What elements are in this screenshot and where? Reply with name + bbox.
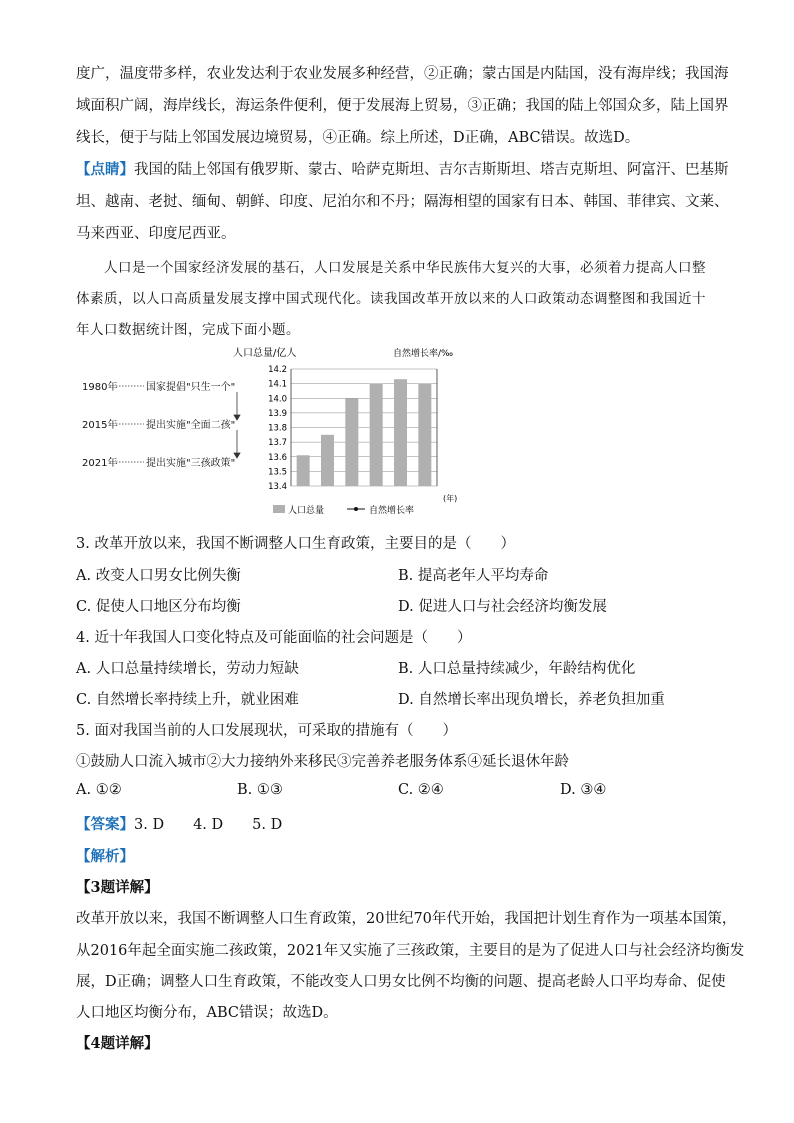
intro-line: 人口是一个国家经济发展的基石，人口发展是关系中华民族伟大复兴的大事，必须着力提高人口整 [104, 260, 706, 276]
population-chart [225, 345, 485, 520]
q5-option-b[interactable]: B. ①③ [237, 782, 283, 798]
analysis-tag: 【解析】 [76, 848, 134, 865]
tip-line [76, 158, 729, 179]
left-tick-label: 13.4 [268, 482, 287, 492]
d3-line: 展，D正确；调整人口生育政策，不能改变人口男女比例不均衡的问题、提高老龄人口平均寿命、促使 [76, 974, 726, 990]
q3-stem: 3. 改革开放以来，我国不断调整人口生育政策，主要目的是（ ） [76, 536, 515, 552]
q4-option-b[interactable]: B. 人口总量持续减少，年龄结构优化 [398, 661, 636, 677]
q4-option-c[interactable]: C. 自然增长率持续上升，就业困难 [76, 692, 299, 708]
bar [297, 455, 310, 486]
bar [370, 384, 383, 486]
q5-items: ①鼓励人口流入城市②大力接纳外来移民③完善养老服务体系④延长退休年龄 [76, 754, 569, 770]
policy-text: 提出实施"三孩政策" [146, 458, 236, 469]
text-line: 坦、越南、老挝、缅甸、朝鲜、印度、尼泊尔和不丹；隔海相望的国家有日本、韩国、菲律宾、文莱、 [76, 194, 729, 210]
d3-line: 人口地区均衡分布，ABC错误；故选D。 [76, 1005, 338, 1021]
q5-option-c[interactable]: C. ②④ [398, 782, 444, 798]
right-axis-label: 自然增长率/‰ [393, 349, 454, 359]
tip-text: 我国的陆上邻国有俄罗斯、蒙古、哈萨克斯坦、吉尔吉斯斯坦、塔吉克斯坦、阿富汗、巴基斯 [134, 162, 729, 178]
bar [321, 435, 334, 486]
q3-option-a[interactable]: A. 改变人口男女比例失衡 [76, 568, 241, 584]
left-tick-label: 13.5 [268, 467, 287, 478]
text-line: 域面积广阔，海岸线长，海运条件便利，便于发展海上贸易，③正确；我国的陆上邻国众多，陆上国界 [76, 98, 729, 114]
d4-tag: 【4题详解】 [76, 1035, 159, 1052]
answer-tag: 【答案】 [76, 816, 134, 833]
left-tick-label: 14.1 [268, 379, 287, 390]
answer-text: 3. D 4. D 5. D [134, 817, 283, 833]
intro-line: 体素质，以人口高质量发展支撑中国式现代化。读我国改革开放以来的人口政策动态调整图和我国近十 [76, 291, 706, 307]
left-tick-label: 13.8 [268, 423, 287, 434]
tip-tag: 【点睛】 [76, 161, 134, 178]
d3-tag: 【3题详解】 [76, 879, 159, 896]
text-line: 度广，温度带多样，农业发达利于农业发展多种经营，②正确；蒙古国是内陆国，没有海岸线；我国海 [76, 66, 729, 82]
x-unit: (年) [443, 494, 458, 503]
policy-text: 提出实施"全面二孩" [146, 420, 236, 431]
q4-option-d[interactable]: D. 自然增长率出现负增长，养老负担加重 [398, 692, 665, 708]
answer-line [76, 813, 726, 834]
left-tick-label: 13.9 [268, 408, 287, 419]
q5-stem: 5. 面对我国当前的人口发展现状，可采取的措施有（ ） [76, 723, 457, 739]
bar [418, 384, 431, 486]
q3-option-b[interactable]: B. 提高老年人平均寿命 [398, 568, 549, 584]
q3-option-c[interactable]: C. 促使人口地区分布均衡 [76, 599, 241, 615]
q3-option-d[interactable]: D. 促进人口与社会经济均衡发展 [398, 599, 607, 615]
left-tick-label: 13.6 [268, 452, 287, 463]
bar [394, 379, 407, 486]
q4-stem: 4. 近十年我国人口变化特点及可能面临的社会问题是（ ） [76, 630, 472, 646]
left-tick-label: 14.2 [268, 365, 287, 375]
policy-year: 2021年 [82, 458, 118, 469]
d3-line: 从2016年起全面实施二孩政策，2021年又实施了三孩政策，主要目的是为了促进人口与社会经济均衡发 [76, 943, 745, 959]
policy-year: 2015年 [82, 420, 118, 431]
left-axis-label: 人口总量/亿人 [233, 348, 297, 359]
q5-option-d[interactable]: D. ③④ [560, 782, 607, 798]
policy-text: 国家提倡"只生一个" [146, 382, 236, 393]
legend-line-label: 自然增长率 [369, 506, 415, 516]
intro-line: 年人口数据统计图，完成下面小题。 [76, 322, 300, 338]
d3-line: 改革开放以来，我国不断调整人口生育政策，20世纪70年代开始，我国把计划生育作为一项基本国策， [76, 911, 737, 927]
q4-option-a[interactable]: A. 人口总量持续增长，劳动力短缺 [76, 661, 299, 677]
bar [345, 398, 358, 486]
left-tick-label: 13.7 [268, 438, 287, 449]
legend-bar-swatch [273, 505, 285, 513]
policy-year: 1980年 [82, 382, 118, 393]
left-tick-label: 14.0 [268, 394, 287, 405]
text-line: 马来西亚、印度尼西亚。 [76, 226, 236, 242]
legend-bar-label: 人口总量 [288, 506, 325, 516]
q5-option-a[interactable]: A. ①② [76, 782, 122, 798]
text-line: 线长，便于与陆上邻国发展边境贸易，④正确。综上所述，D正确，ABC错误。故选D。 [76, 130, 640, 146]
